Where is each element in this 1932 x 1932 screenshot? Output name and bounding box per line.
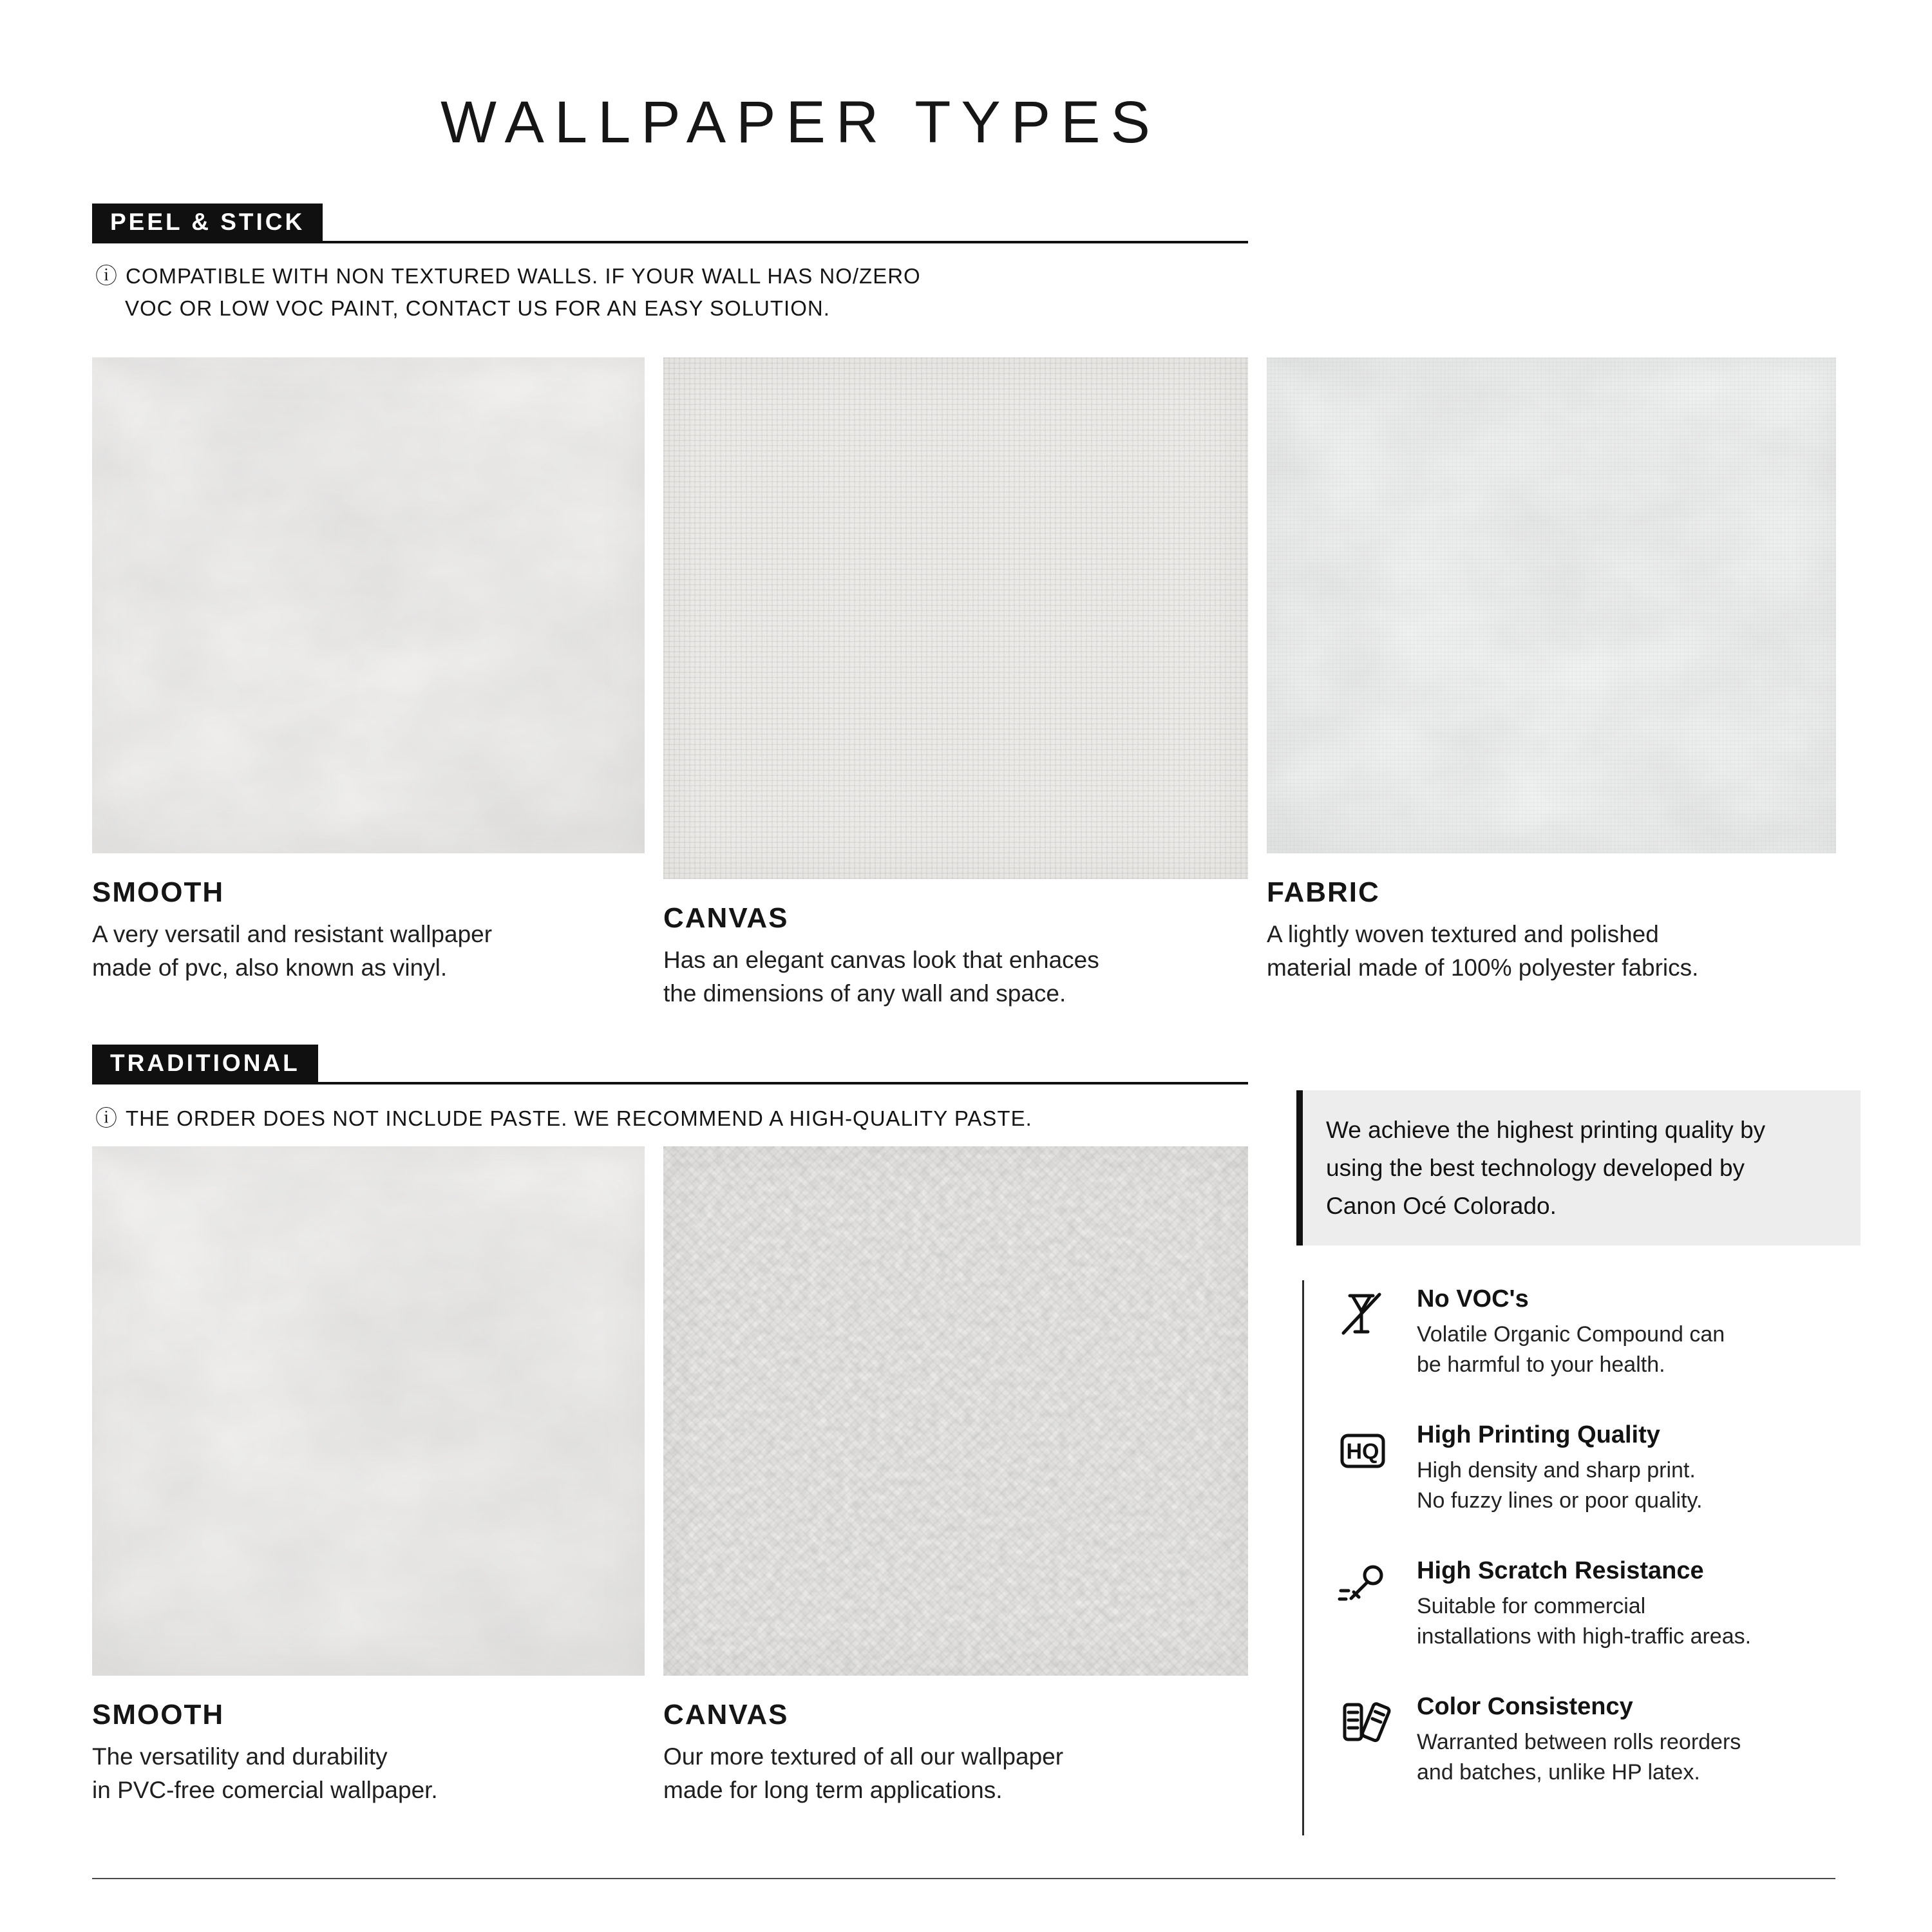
texture-noise <box>663 357 1248 879</box>
feature-text <box>1417 1557 1751 1652</box>
desc-line: and batches, unlike HP latex. <box>1417 1760 1700 1785</box>
canvas-texture-image <box>663 1146 1248 1676</box>
desc-line: the dimensions of any wall and space. <box>663 980 1066 1007</box>
note-line <box>95 292 921 325</box>
hq-icon <box>1334 1421 1394 1516</box>
feature-high-scratch-resistance <box>1334 1557 1869 1652</box>
desc-line: installations with high-traffic areas. <box>1417 1624 1752 1649</box>
peel-stick-section-header <box>92 206 1248 243</box>
desc-line: Has an elegant canvas look that enhaces <box>663 947 1099 973</box>
swatch-description <box>92 1740 645 1807</box>
swatch-traditional-canvas <box>663 1146 1248 1807</box>
peel-stick-note <box>95 260 921 325</box>
swatch-name: CANVAS <box>663 902 789 934</box>
feature-description <box>1417 1591 1751 1652</box>
desc-line: Suitable for commercial <box>1417 1594 1646 1618</box>
feature-high-printing-quality <box>1334 1421 1869 1516</box>
desc-line: High density and sharp print. <box>1417 1458 1696 1482</box>
svg-text:HQ: HQ <box>1346 1439 1379 1464</box>
swatch-peel-smooth <box>92 357 645 985</box>
feature-no-voc <box>1334 1285 1869 1380</box>
swatch-name: SMOOTH <box>92 876 225 908</box>
smooth-texture-image <box>92 357 645 853</box>
note-line <box>95 260 921 292</box>
smooth-texture-image <box>92 1146 645 1676</box>
features-divider <box>1302 1280 1304 1835</box>
desc-line: be harmful to your health. <box>1417 1352 1665 1377</box>
feature-title: High Scratch Resistance <box>1417 1557 1704 1584</box>
fabric-texture-image <box>1267 357 1836 853</box>
feature-description <box>1417 1320 1725 1380</box>
quality-note-text: We achieve the highest printing quality by using the best technology developed by Canon Océ Colorado. <box>1326 1117 1766 1219</box>
desc-line: made of pvc, also known as vinyl. <box>92 954 448 981</box>
swatch-name: FABRIC <box>1267 876 1380 908</box>
feature-description <box>1417 1455 1702 1516</box>
texture-noise <box>663 1146 1248 1676</box>
feature-text <box>1417 1421 1702 1516</box>
scratch-resistance-icon <box>1334 1557 1394 1652</box>
note-line <box>95 1103 1032 1135</box>
feature-description <box>1417 1727 1741 1788</box>
bottom-divider <box>92 1878 1835 1879</box>
desc-line: Our more textured of all our wallpaper <box>663 1743 1064 1770</box>
desc-line: in PVC-free comercial wallpaper. <box>92 1777 438 1803</box>
swatch-description <box>663 1740 1248 1807</box>
features-list <box>1334 1285 1869 1829</box>
desc-line: A lightly woven textured and polished <box>1267 921 1659 947</box>
desc-line: The versatility and durability <box>92 1743 388 1770</box>
info-icon: ⓘ <box>95 264 118 289</box>
desc-line: No fuzzy lines or poor quality. <box>1417 1488 1703 1513</box>
swatch-peel-canvas <box>663 357 1248 1010</box>
color-consistency-icon <box>1334 1693 1394 1788</box>
swatch-description <box>92 918 645 985</box>
swatch-description <box>1267 918 1836 985</box>
note-text: THE ORDER DOES NOT INCLUDE PASTE. WE RECOMMEND A HIGH-QUALITY PASTE. <box>126 1106 1032 1130</box>
desc-line: material made of 100% polyester fabrics. <box>1267 954 1699 981</box>
texture-noise <box>92 357 645 853</box>
swatch-traditional-smooth <box>92 1146 645 1807</box>
desc-line: A very versatil and resistant wallpaper <box>92 921 493 947</box>
swatch-peel-fabric <box>1267 357 1836 985</box>
feature-text <box>1417 1285 1725 1380</box>
desc-line: made for long term applications. <box>663 1777 1003 1803</box>
peel-stick-swatches <box>92 357 1836 1010</box>
quality-note-box <box>1296 1090 1861 1245</box>
traditional-swatches <box>92 1146 1248 1807</box>
traditional-label: TRADITIONAL <box>92 1045 318 1082</box>
note-text: VOC OR LOW VOC PAINT, CONTACT US FOR AN EASY SOLUTION. <box>125 296 830 320</box>
feature-title: High Printing Quality <box>1417 1421 1660 1448</box>
feature-color-consistency <box>1334 1693 1869 1788</box>
feature-text <box>1417 1693 1741 1788</box>
peel-stick-label: PEEL & STICK <box>92 204 323 241</box>
canvas-texture-image <box>663 357 1248 879</box>
swatch-description <box>663 943 1248 1010</box>
no-voc-icon <box>1334 1285 1394 1380</box>
note-text: COMPATIBLE WITH NON TEXTURED WALLS. IF YOUR WALL HAS NO/ZERO <box>126 264 921 288</box>
info-icon: ⓘ <box>95 1106 118 1131</box>
texture-noise <box>1267 357 1836 853</box>
desc-line: Warranted between rolls reorders <box>1417 1730 1741 1754</box>
traditional-note <box>95 1103 1032 1135</box>
swatch-name: SMOOTH <box>92 1699 225 1730</box>
traditional-section-header <box>92 1047 1248 1084</box>
page-title: WALLPAPER TYPES <box>440 90 1160 155</box>
desc-line: Volatile Organic Compound can <box>1417 1322 1725 1347</box>
feature-title: No VOC's <box>1417 1285 1529 1312</box>
feature-title: Color Consistency <box>1417 1693 1633 1720</box>
texture-noise <box>92 1146 645 1676</box>
swatch-name: CANVAS <box>663 1699 789 1730</box>
